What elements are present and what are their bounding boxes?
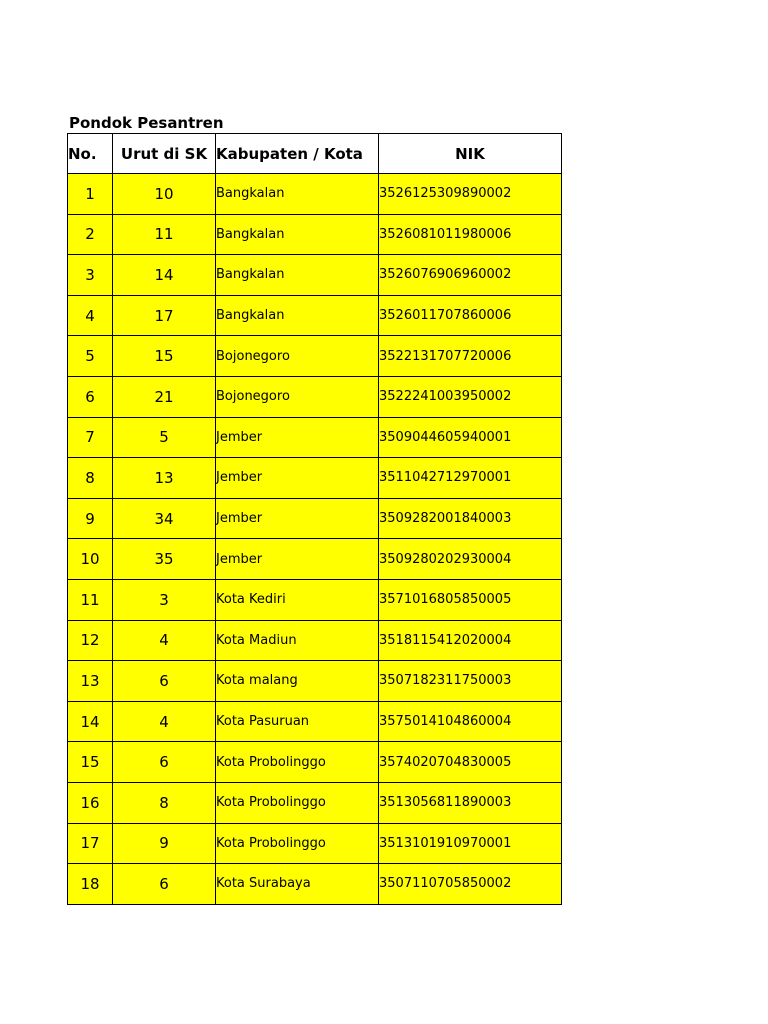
table-row [68,498,562,539]
cell-nik[interactable]: 3574020704830005 [379,742,562,783]
cell-kabupaten-kota[interactable]: Bangkalan [216,174,379,215]
cell-urut-di-sk[interactable]: 8 [113,782,216,823]
cell-kabupaten-kota[interactable]: Bangkalan [216,214,379,255]
cell-urut-di-sk[interactable]: 4 [113,620,216,661]
cell-urut-di-sk[interactable]: 15 [113,336,216,377]
cell-urut-di-sk[interactable]: 11 [113,214,216,255]
cell-no[interactable]: 13 [68,661,113,702]
cell-no[interactable]: 18 [68,864,113,905]
cell-kabupaten-kota[interactable]: Kota Probolinggo [216,823,379,864]
cell-urut-di-sk[interactable]: 5 [113,417,216,458]
table-body [68,174,562,905]
table-row [68,539,562,580]
cell-no[interactable]: 3 [68,255,113,296]
cell-kabupaten-kota[interactable]: Bojonegoro [216,376,379,417]
cell-no[interactable]: 11 [68,579,113,620]
table-row [68,701,562,742]
header-nik[interactable]: NIK [379,134,562,174]
table-row [68,458,562,499]
cell-kabupaten-kota[interactable]: Kota Madiun [216,620,379,661]
table-row [68,214,562,255]
cell-nik[interactable]: 3507182311750003 [379,661,562,702]
cell-no[interactable]: 1 [68,174,113,215]
table-row [68,782,562,823]
header-urut-di-sk[interactable]: Urut di SK [113,134,216,174]
header-no[interactable]: No. [68,134,113,174]
cell-nik[interactable]: 3513056811890003 [379,782,562,823]
cell-urut-di-sk[interactable]: 21 [113,376,216,417]
cell-kabupaten-kota[interactable]: Jember [216,458,379,499]
cell-no[interactable]: 15 [68,742,113,783]
cell-kabupaten-kota[interactable]: Kota Pasuruan [216,701,379,742]
cell-urut-di-sk[interactable]: 6 [113,661,216,702]
cell-no[interactable]: 17 [68,823,113,864]
sheet-title: Pondok Pesantren [69,114,224,132]
cell-kabupaten-kota[interactable]: Kota Surabaya [216,864,379,905]
cell-no[interactable]: 6 [68,376,113,417]
data-table [67,133,562,905]
cell-no[interactable]: 7 [68,417,113,458]
table-row [68,742,562,783]
header-row [68,134,562,174]
table-row [68,174,562,215]
cell-kabupaten-kota[interactable]: Bangkalan [216,255,379,296]
cell-urut-di-sk[interactable]: 17 [113,295,216,336]
cell-urut-di-sk[interactable]: 4 [113,701,216,742]
cell-kabupaten-kota[interactable]: Jember [216,498,379,539]
cell-kabupaten-kota[interactable]: Kota Probolinggo [216,782,379,823]
cell-kabupaten-kota[interactable]: Bangkalan [216,295,379,336]
table-row [68,661,562,702]
table-row [68,864,562,905]
cell-no[interactable]: 10 [68,539,113,580]
cell-no[interactable]: 5 [68,336,113,377]
header-kabupaten-kota[interactable]: Kabupaten / Kota [216,134,379,174]
cell-no[interactable]: 12 [68,620,113,661]
cell-urut-di-sk[interactable]: 3 [113,579,216,620]
cell-urut-di-sk[interactable]: 6 [113,864,216,905]
cell-no[interactable]: 16 [68,782,113,823]
cell-nik[interactable]: 3513101910970001 [379,823,562,864]
table-row [68,579,562,620]
cell-nik[interactable]: 3507110705850002 [379,864,562,905]
cell-nik[interactable]: 3522241003950002 [379,376,562,417]
cell-urut-di-sk[interactable]: 10 [113,174,216,215]
cell-nik[interactable]: 3526011707860006 [379,295,562,336]
cell-nik[interactable]: 3511042712970001 [379,458,562,499]
cell-kabupaten-kota[interactable]: Kota Kediri [216,579,379,620]
table-row [68,376,562,417]
cell-nik[interactable]: 3518115412020004 [379,620,562,661]
cell-nik[interactable]: 3575014104860004 [379,701,562,742]
cell-nik[interactable]: 3526125309890002 [379,174,562,215]
cell-urut-di-sk[interactable]: 34 [113,498,216,539]
cell-nik[interactable]: 3522131707720006 [379,336,562,377]
cell-urut-di-sk[interactable]: 6 [113,742,216,783]
cell-nik[interactable]: 3509044605940001 [379,417,562,458]
table-row [68,255,562,296]
table-row [68,417,562,458]
cell-nik[interactable]: 3571016805850005 [379,579,562,620]
cell-nik[interactable]: 3509282001840003 [379,498,562,539]
table-row [68,336,562,377]
cell-kabupaten-kota[interactable]: Bojonegoro [216,336,379,377]
cell-urut-di-sk[interactable]: 14 [113,255,216,296]
cell-no[interactable]: 4 [68,295,113,336]
table-row [68,620,562,661]
cell-kabupaten-kota[interactable]: Jember [216,539,379,580]
cell-no[interactable]: 9 [68,498,113,539]
cell-no[interactable]: 8 [68,458,113,499]
cell-no[interactable]: 2 [68,214,113,255]
cell-nik[interactable]: 3526081011980006 [379,214,562,255]
table-row [68,295,562,336]
cell-nik[interactable]: 3509280202930004 [379,539,562,580]
cell-nik[interactable]: 3526076906960002 [379,255,562,296]
cell-urut-di-sk[interactable]: 13 [113,458,216,499]
cell-kabupaten-kota[interactable]: Kota malang [216,661,379,702]
table-row [68,823,562,864]
cell-kabupaten-kota[interactable]: Jember [216,417,379,458]
cell-no[interactable]: 14 [68,701,113,742]
cell-kabupaten-kota[interactable]: Kota Probolinggo [216,742,379,783]
cell-urut-di-sk[interactable]: 9 [113,823,216,864]
cell-urut-di-sk[interactable]: 35 [113,539,216,580]
